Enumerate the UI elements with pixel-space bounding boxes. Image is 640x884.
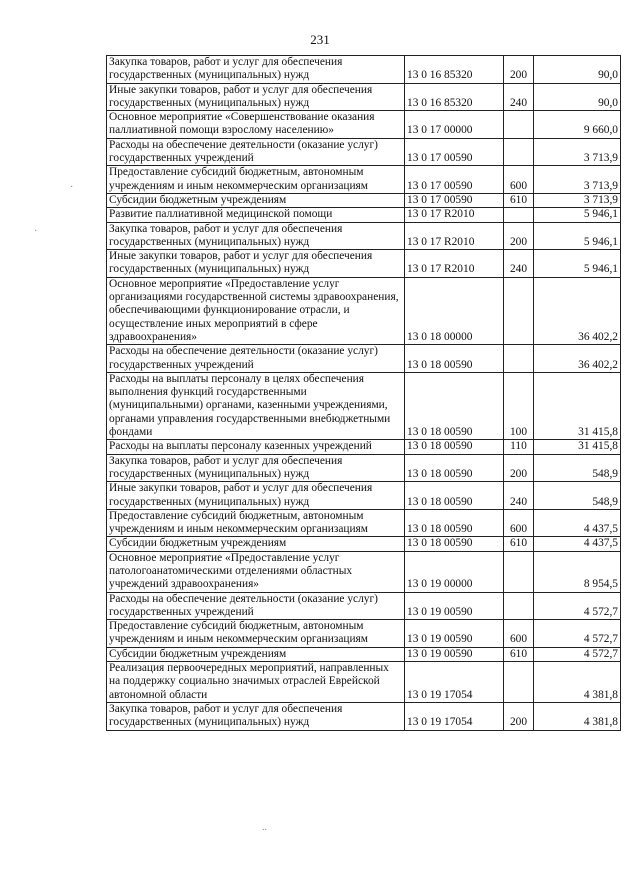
row-target-code: 13 0 18 00590 (405, 482, 504, 510)
budget-table (106, 55, 621, 731)
row-target-code: 13 0 17 00000 (405, 111, 504, 139)
table-row (107, 138, 621, 166)
table-row (107, 509, 621, 537)
row-target-code: 13 0 19 17054 (405, 702, 504, 730)
row-expense-type: 100 (504, 372, 534, 439)
row-description: Закупка товаров, работ и услуг для обеспечения государственных (муниципальных) нужд (107, 454, 405, 482)
row-expense-type (504, 592, 534, 620)
scan-speck: · (70, 182, 74, 193)
row-expense-type (504, 277, 534, 344)
row-description: Предоставление субсидий бюджетным, автономным учреждениям и иным некоммерческим организациям (107, 620, 405, 648)
row-amount: 4 437,5 (534, 509, 621, 537)
row-target-code: 13 0 17 R2010 (405, 208, 504, 222)
row-description: Предоставление субсидий бюджетным, автономным учреждениям и иным некоммерческим организациям (107, 509, 405, 537)
table-row (107, 56, 621, 84)
table-row (107, 208, 621, 222)
row-amount: 4 572,7 (534, 647, 621, 661)
table-row (107, 83, 621, 111)
row-expense-type: 240 (504, 250, 534, 278)
row-amount: 90,0 (534, 83, 621, 111)
row-description: Расходы на выплаты персоналу казенных учреждений (107, 440, 405, 454)
row-expense-type (504, 111, 534, 139)
row-target-code: 13 0 16 85320 (405, 56, 504, 84)
scan-speck: .. (262, 822, 267, 833)
row-amount: 4 572,7 (534, 592, 621, 620)
row-description: Развитие паллиативной медицинской помощи (107, 208, 405, 222)
table-row (107, 440, 621, 454)
row-description: Закупка товаров, работ и услуг для обеспечения государственных (муниципальных) нужд (107, 222, 405, 250)
row-description: Закупка товаров, работ и услуг для обеспечения государственных (муниципальных) нужд (107, 702, 405, 730)
row-expense-type: 610 (504, 193, 534, 207)
budget-table-body (107, 56, 621, 731)
row-amount: 5 946,1 (534, 222, 621, 250)
row-target-code: 13 0 19 00590 (405, 647, 504, 661)
row-expense-type (504, 208, 534, 222)
row-amount: 31 415,8 (534, 372, 621, 439)
row-amount: 31 415,8 (534, 440, 621, 454)
row-expense-type: 200 (504, 222, 534, 250)
table-row (107, 662, 621, 703)
row-description: Субсидии бюджетным учреждениям (107, 647, 405, 661)
row-expense-type (504, 138, 534, 166)
row-target-code: 13 0 18 00590 (405, 440, 504, 454)
row-target-code: 13 0 17 R2010 (405, 222, 504, 250)
row-target-code: 13 0 19 17054 (405, 662, 504, 703)
row-target-code: 13 0 17 00590 (405, 166, 504, 194)
table-row (107, 551, 621, 592)
table-row (107, 250, 621, 278)
row-target-code: 13 0 19 00000 (405, 551, 504, 592)
row-description: Основное мероприятие «Совершенствование оказания паллиативной помощи взрослому населению» (107, 111, 405, 139)
row-target-code: 13 0 18 00590 (405, 509, 504, 537)
row-amount: 548,9 (534, 482, 621, 510)
row-description: Иные закупки товаров, работ и услуг для обеспечения государственных (муниципальных) нужд (107, 482, 405, 510)
row-amount: 90,0 (534, 56, 621, 84)
row-target-code: 13 0 18 00000 (405, 277, 504, 344)
row-expense-type (504, 345, 534, 373)
row-description: Расходы на обеспечение деятельности (оказание услуг) государственных учреждений (107, 345, 405, 373)
row-target-code: 13 0 17 R2010 (405, 250, 504, 278)
row-target-code: 13 0 18 00590 (405, 537, 504, 551)
row-expense-type: 600 (504, 620, 534, 648)
table-row (107, 345, 621, 373)
row-amount: 3 713,9 (534, 193, 621, 207)
row-description: Субсидии бюджетным учреждениям (107, 537, 405, 551)
row-expense-type: 110 (504, 440, 534, 454)
row-description: Расходы на выплаты персоналу в целях обеспечения выполнения функций государственными (муниципальными) органами, казенными учреждениями, органами управления государственными внебюджетными фондами (107, 372, 405, 439)
row-amount: 4 437,5 (534, 537, 621, 551)
page-number: 231 (310, 32, 330, 47)
row-target-code: 13 0 18 00590 (405, 345, 504, 373)
scan-speck: · (34, 226, 38, 237)
row-expense-type: 240 (504, 83, 534, 111)
row-target-code: 13 0 17 00590 (405, 138, 504, 166)
table-row (107, 277, 621, 344)
row-amount: 3 713,9 (534, 166, 621, 194)
row-target-code: 13 0 16 85320 (405, 83, 504, 111)
row-amount: 36 402,2 (534, 277, 621, 344)
row-amount: 9 660,0 (534, 111, 621, 139)
row-description: Основное мероприятие «Предоставление услуг патологоанатомическими отделениями областных учреждений здравоохранения» (107, 551, 405, 592)
table-row (107, 222, 621, 250)
table-row (107, 193, 621, 207)
row-expense-type: 600 (504, 509, 534, 537)
table-row (107, 647, 621, 661)
row-expense-type: 200 (504, 56, 534, 84)
table-row (107, 166, 621, 194)
table-row (107, 702, 621, 730)
row-target-code: 13 0 19 00590 (405, 620, 504, 648)
row-amount: 8 954,5 (534, 551, 621, 592)
row-expense-type: 240 (504, 482, 534, 510)
row-expense-type: 200 (504, 454, 534, 482)
row-expense-type: 610 (504, 647, 534, 661)
row-amount: 4 381,8 (534, 662, 621, 703)
table-row (107, 482, 621, 510)
row-description: Иные закупки товаров, работ и услуг для обеспечения государственных (муниципальных) нужд (107, 83, 405, 111)
table-row (107, 372, 621, 439)
table-row (107, 620, 621, 648)
row-amount: 3 713,9 (534, 138, 621, 166)
row-amount: 5 946,1 (534, 208, 621, 222)
row-target-code: 13 0 19 00590 (405, 592, 504, 620)
row-amount: 4 572,7 (534, 620, 621, 648)
row-amount: 5 946,1 (534, 250, 621, 278)
row-description: Закупка товаров, работ и услуг для обеспечения государственных (муниципальных) нужд (107, 56, 405, 84)
table-row (107, 111, 621, 139)
row-description: Предоставление субсидий бюджетным, автономным учреждениям и иным некоммерческим организациям (107, 166, 405, 194)
table-row (107, 537, 621, 551)
row-description: Субсидии бюджетным учреждениям (107, 193, 405, 207)
row-target-code: 13 0 17 00590 (405, 193, 504, 207)
row-expense-type (504, 551, 534, 592)
table-row (107, 592, 621, 620)
row-expense-type (504, 662, 534, 703)
row-amount: 548,9 (534, 454, 621, 482)
row-target-code: 13 0 18 00590 (405, 454, 504, 482)
row-amount: 4 381,8 (534, 702, 621, 730)
row-description: Расходы на обеспечение деятельности (оказание услуг) государственных учреждений (107, 138, 405, 166)
row-expense-type: 610 (504, 537, 534, 551)
row-expense-type: 200 (504, 702, 534, 730)
table-row (107, 454, 621, 482)
row-description: Основное мероприятие «Предоставление услуг организациями государственной системы здравоохранения, обеспечивающими функционирование отрасли, и осуществление иных мероприятий в сфере здравоохранения» (107, 277, 405, 344)
row-description: Расходы на обеспечение деятельности (оказание услуг) государственных учреждений (107, 592, 405, 620)
row-amount: 36 402,2 (534, 345, 621, 373)
row-expense-type: 600 (504, 166, 534, 194)
row-description: Иные закупки товаров, работ и услуг для обеспечения государственных (муниципальных) нужд (107, 250, 405, 278)
row-target-code: 13 0 18 00590 (405, 372, 504, 439)
row-description: Реализация первоочередных мероприятий, направленных на поддержку социально значимых отраслей Еврейской автономной области (107, 662, 405, 703)
